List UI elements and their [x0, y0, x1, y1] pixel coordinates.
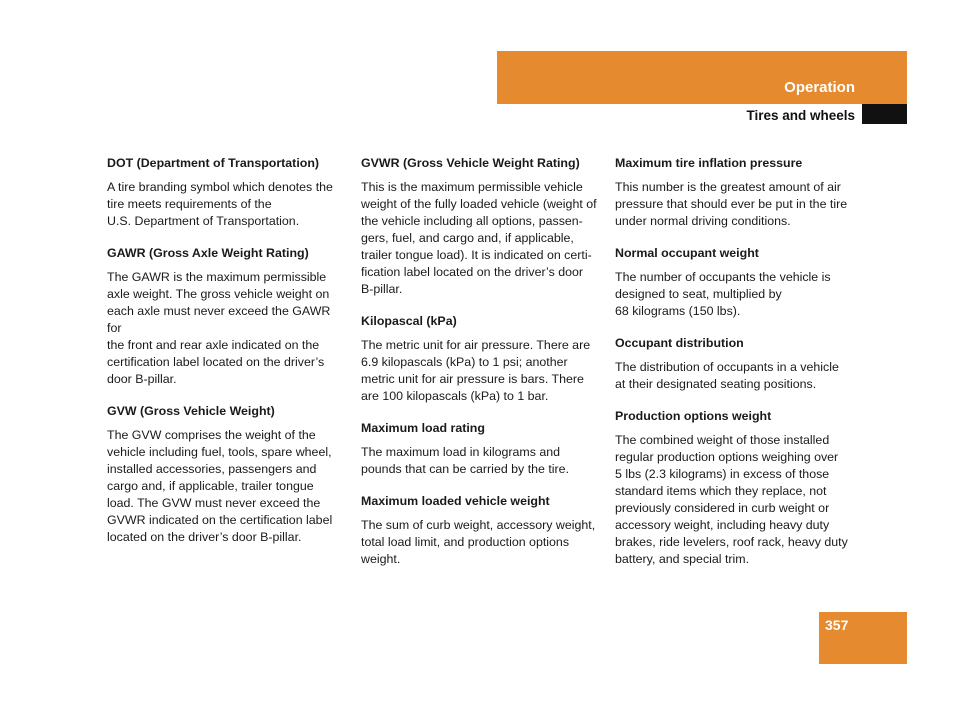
glossary-column-1: [107, 155, 347, 561]
subsection-title: Tires and wheels: [746, 108, 855, 123]
term-gvw: GVW (Gross Vehicle Weight): [107, 404, 275, 418]
term-occupant-distribution: Occupant distribution: [615, 336, 744, 350]
definition-occupant-distribution: The distribution of occupants in a vehicle at their designated seating positions.: [615, 360, 839, 391]
definition-gawr: The GAWR is the maximum permissible axle weight. The gross vehicle weight on each axle must never exceed the GAWR for the front and rear axle indicated on the certification label located on the driver’s door B-pillar.: [107, 270, 331, 386]
section-header-bar: [497, 51, 907, 104]
term-gvwr: GVWR (Gross Vehicle Weight Rating): [361, 156, 580, 170]
term-kilopascal: Kilopascal (kPa): [361, 314, 457, 328]
term-production-options-weight: Production options weight: [615, 409, 772, 423]
definition-maximum-loaded-vehicle-weight: The sum of curb weight, accessory weight, total load limit, and production options weight.: [361, 518, 596, 566]
term-maximum-loaded-vehicle-weight: Maximum loaded vehicle weight: [361, 494, 550, 508]
definition-gvw: The GVW comprises the weight of the vehicle including fuel, tools, spare wheel, installed accessories, passengers and cargo and, if applicable, trailer tongue load. The GVW must never exceed the GVWR indicated on the certification label located on the driver’s door B-pillar.: [107, 428, 333, 544]
definition-normal-occupant-weight: The number of occupants the vehicle is designed to seat, multiplied by 68 kilograms (150 lbs).: [615, 270, 831, 318]
page-number: 357: [825, 617, 849, 633]
section-title: Operation: [784, 79, 855, 96]
term-dot: DOT (Department of Transportation): [107, 156, 320, 170]
glossary-column-2: [361, 155, 601, 583]
term-gawr: GAWR (Gross Axle Weight Rating): [107, 246, 309, 260]
definition-production-options-weight: The combined weight of those installed regular production options weighing over 5 lbs (2.3 kilograms) in excess of those standard items which they replace, not previously considered in curb weight or accessory weight, including heavy duty brakes, ride levelers, roof rack, heavy duty battery, and special trim.: [615, 433, 848, 566]
definition-kilopascal: The metric unit for air pressure. There are 6.9 kilopascals (kPa) to 1 psi; another metric unit for air pressure is bars. There are 100 kilopascals (kPa) to 1 bar.: [361, 338, 591, 403]
definition-maximum-load-rating: The maximum load in kilograms and pounds that can be carried by the tire.: [361, 445, 570, 476]
definition-dot: A tire branding symbol which denotes the tire meets requirements of the U.S. Department of Transportation.: [107, 180, 333, 228]
definition-maximum-tire-inflation-pressure: This number is the greatest amount of air pressure that should ever be put in the tire under normal driving conditions.: [615, 180, 848, 228]
section-tab-marker: [862, 104, 907, 124]
term-maximum-load-rating: Maximum load rating: [361, 421, 485, 435]
page-number-box: [819, 612, 907, 664]
term-normal-occupant-weight: Normal occupant weight: [615, 246, 759, 260]
glossary-column-3: [615, 155, 855, 583]
term-maximum-tire-inflation-pressure: Maximum tire inflation pressure: [615, 156, 803, 170]
definition-gvwr: This is the maximum permissible vehicle weight of the fully loaded vehicle (weight of the vehicle including all options, passen- gers, fuel, and cargo and, if applicable, trailer tongue load). It is indicated on certi- fication label located on the driver’s door B-pillar.: [361, 180, 597, 296]
